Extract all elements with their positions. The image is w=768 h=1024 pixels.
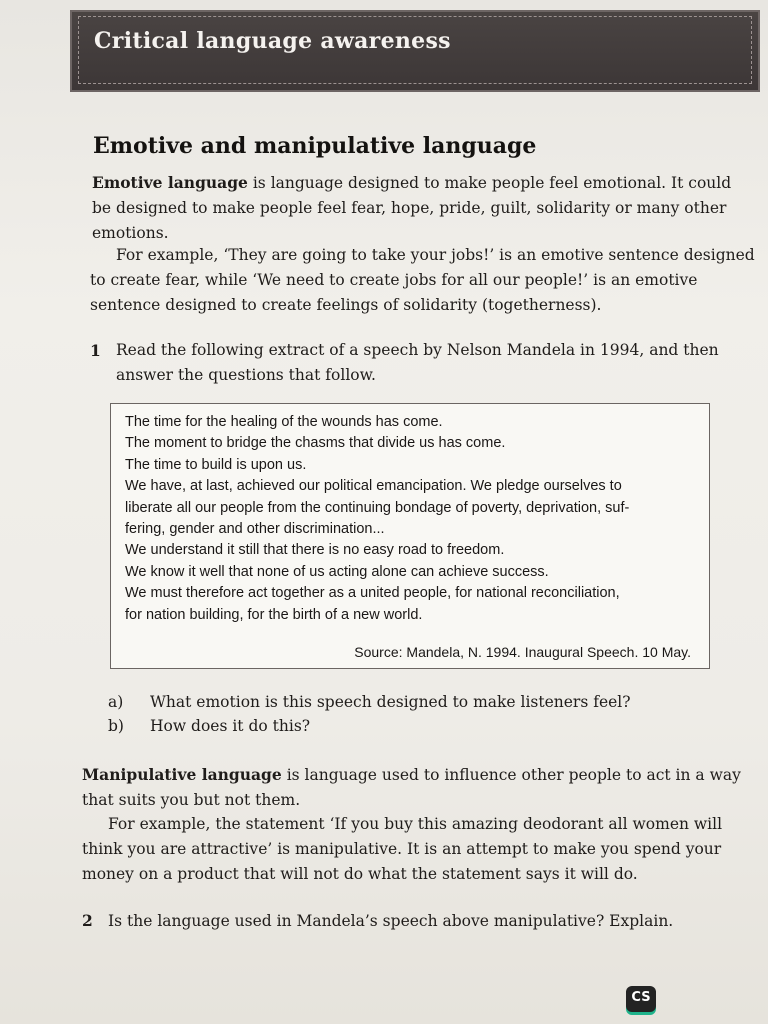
manipulative-example-text: For example, the statement ‘If you buy this amazing deodorant all women will think you are attractive’ is manipulative. It is an attempt to make you spend your money on a product that will not do what the statement says it will do. (82, 815, 723, 883)
question-1-number: 1 (90, 341, 101, 360)
question-1-subquestions (108, 690, 728, 738)
question-2-number: 2 (82, 911, 93, 930)
section-title: Emotive and manipulative language (93, 133, 537, 159)
manipulative-example-paragraph (82, 812, 758, 887)
speech-extract-box (110, 403, 710, 669)
manipulative-language-term: Manipulative language (82, 765, 282, 784)
speech-source: Source: Mandela, N. 1994. Inaugural Speech. 10 May. (354, 644, 691, 660)
question-1-text: Read the following extract of a speech by Nelson Mandela in 1994, and then answer the questions that follow. (116, 341, 719, 384)
speech-extract-lines (125, 412, 703, 626)
subquestion-a-letter: a) (108, 693, 124, 711)
subquestion-a (108, 690, 728, 714)
speech-line: fering, gender and other discrimination... (125, 521, 385, 538)
emotive-definition-text: is language designed to make people feel emotional. It could be designed to make people feel fear, hope, pride, guilt, solidarity or many other emotions. (92, 174, 732, 242)
manipulative-definition-text: is language used to influence other people to act in a way that suits you but not them. (82, 766, 741, 809)
speech-line: for nation building, for the birth of a new world. (125, 606, 423, 623)
subquestion-b-text: How does it do this? (150, 717, 311, 735)
camscanner-logo-icon: CS (626, 986, 656, 1012)
emotive-language-term: Emotive language (92, 173, 248, 192)
speech-line: The time for the healing of the wounds has come. (125, 414, 443, 430)
banner-title: Critical language awareness (94, 28, 451, 54)
question-2-text: Is the language used in Mandela’s speech above manipulative? Explain. (108, 912, 674, 930)
question-1 (90, 338, 750, 388)
speech-line: We must therefore act together as a united people, for national reconciliation, (125, 585, 620, 602)
chapter-banner (70, 10, 760, 92)
speech-line: The moment to bridge the chasms that divide us has come. (125, 435, 506, 452)
subquestion-a-text: What emotion is this speech designed to make listeners feel? (150, 693, 631, 711)
speech-line: liberate all our people from the continuing bondage of poverty, deprivation, suf- (125, 499, 630, 516)
question-2 (82, 908, 742, 934)
speech-line: We understand it still that there is no easy road to freedom. (125, 542, 505, 559)
emotive-example-text: For example, ‘They are going to take your jobs!’ is an emotive sentence designed to create fear, while ‘We need to create jobs for all our people!’ is an emotive sentence designed to create feelings of solidarity (togetherness). (90, 246, 755, 314)
subquestion-b-letter: b) (108, 717, 124, 735)
subquestion-b (108, 714, 728, 738)
speech-line: We have, at last, achieved our political emancipation. We pledge ourselves to (125, 478, 622, 495)
speech-line: The time to build is upon us. (125, 456, 307, 473)
emotive-definition-paragraph (92, 170, 752, 246)
manipulative-definition-paragraph (82, 762, 758, 813)
emotive-example-paragraph (90, 243, 758, 318)
speech-line: We know it well that none of us acting alone can achieve success. (125, 563, 549, 580)
